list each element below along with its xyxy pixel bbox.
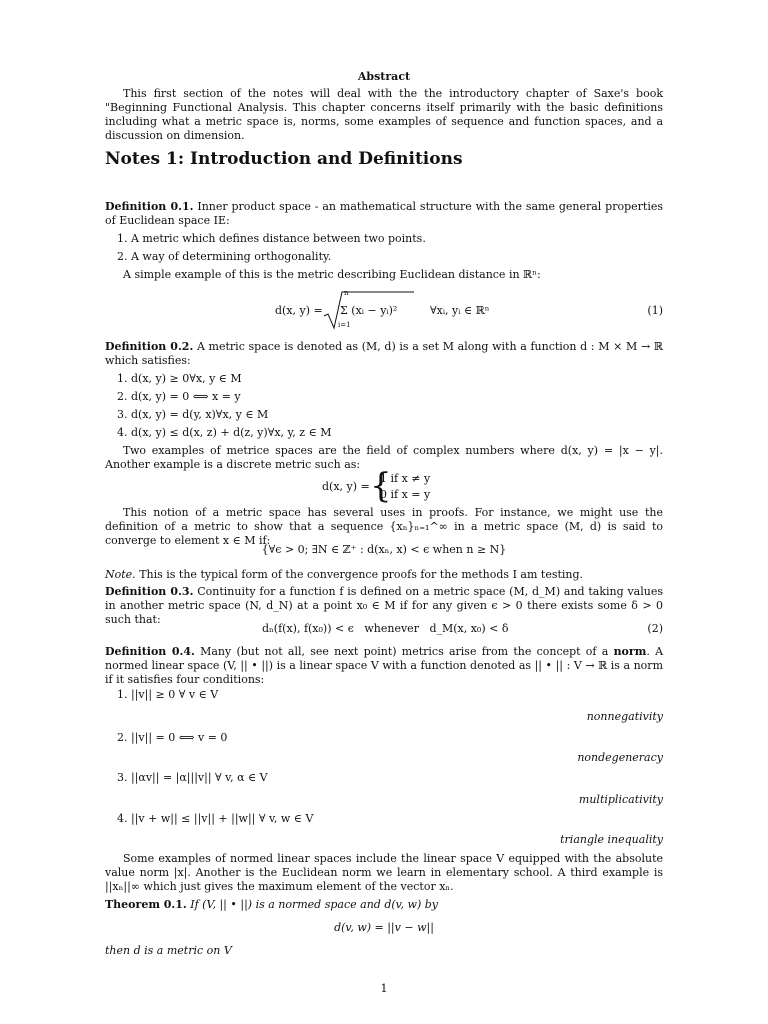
def02-item-1: 1. d(x, y) ≥ 0∀x, y ∈ M — [117, 372, 242, 385]
theorem-conclusion: then d is a metric on V — [105, 944, 232, 957]
theorem-0-1-text: If (V, || • ||) is a normed space and d(v, w) by — [190, 898, 439, 911]
def04-item-4: 4. ||v + w|| ≤ ||v|| + ||w|| ∀ v, w ∈ V — [117, 812, 314, 825]
note — [105, 568, 583, 582]
eq2-number: (2) — [647, 622, 663, 635]
definition-0-4-text-a: Many (but not all, see next point) metrics arise from the concept of a — [200, 645, 609, 658]
convergence-eq: {∀ϵ > 0; ∃N ∈ ℤ⁺ : d(xₙ, x) < ϵ when n ≥ N} — [261, 543, 507, 556]
definition-0-4-text-b: . A normed linear space (V, || • ||) is a linear space V with a function denoted as || • || : V → ℝ is a norm if it satisfies four conditions: — [105, 645, 664, 686]
tag-triangle-inequality: triangle inequality — [560, 833, 663, 846]
def02-para2: This notion of a metric space has several uses in proofs. For instance, we might use the definition of a metric to show that a sequence {xₙ}ₙ₌₁^∞ in a metric space (M, d) is said to converge to element x ∈ M if: — [105, 506, 663, 547]
abstract-body: This first section of the notes will deal with the the introductory chapter of Saxe's book "Beginning Functional Analysis. This chapter concerns itself primarily with the basic definitions including what a metric space is, norms, some examples of sequence and function spaces, and a discussion on dimension. — [105, 87, 663, 142]
eq1-number: (1) — [647, 304, 663, 317]
note-label: Note. — [105, 568, 136, 581]
brace-icon: { — [370, 466, 392, 506]
def02-item-3: 3. d(x, y) = d(y, x)∀x, y ∈ M — [117, 408, 269, 421]
def02-item-4: 4. d(x, y) ≤ d(x, z) + d(z, y)∀x, y, z ∈ M — [117, 426, 332, 439]
disc-lhs: d(x, y) = — [322, 480, 370, 493]
definition-0-2-text: A metric space is denoted as (M, d) is a set M along with a function d : M × M → ℝ which satisfies: — [105, 340, 664, 367]
disc-case-2: 0 if x = y — [380, 488, 431, 501]
def01-after: A simple example of this is the metric describing Euclidean distance in ℝⁿ: — [123, 268, 541, 281]
eq1-sum-bottom: i=1 — [338, 321, 351, 329]
definition-0-1-text: Inner product space - an mathematical structure with the same general properties of Euclidean space IE: — [105, 200, 664, 227]
definition-0-4-label: Definition 0.4. — [105, 645, 195, 658]
definition-0-2 — [105, 340, 663, 368]
page-number: 1 — [380, 982, 388, 995]
eq1-sum: Σ (xᵢ − yᵢ)² — [340, 304, 398, 317]
tag-nondegeneracy: nondegeneracy — [577, 751, 663, 764]
def04-item-2: 2. ||v|| = 0 ⟺ v = 0 — [117, 731, 228, 744]
def01-item-2: 2. A way of determining orthogonality. — [117, 250, 332, 263]
def04-item-1: 1. ||v|| ≥ 0 ∀ v ∈ V — [117, 688, 219, 701]
theorem-0-1-label: Theorem 0.1. — [105, 898, 187, 911]
definition-0-4-bold: norm — [613, 645, 647, 658]
disc-case-1: 1 if x ≠ y — [380, 472, 431, 485]
eq1-lhs: d(x, y) = — [275, 304, 323, 317]
tag-multiplicativity: multiplicativity — [578, 793, 663, 806]
definition-0-2-label: Definition 0.2. — [105, 340, 194, 353]
eq2: dₙ(f(x), f(x₀)) < ϵ whenever d_M(x, x₀) < δ — [262, 622, 509, 635]
tag-nonnegativity: nonnegativity — [586, 710, 663, 723]
def02-item-2: 2. d(x, y) = 0 ⟺ x = y — [117, 390, 241, 403]
def02-after: Two examples of metrice spaces are the field of complex numbers where d(x, y) = |x − y|. Another example is a discrete metric such as: — [105, 444, 663, 471]
definition-0-3 — [105, 585, 663, 627]
section-title: Notes 1: Introduction and Definitions — [105, 149, 463, 169]
definition-0-1-label: Definition 0.1. — [105, 200, 194, 213]
def04-after: Some examples of normed linear spaces include the linear space V equipped with the absolute value norm |x|. Another is the Euclidean norm we learn in elementary school. A third example is ||xₙ||∞ which just gives the maximum element of the vector xₙ. — [105, 852, 663, 893]
note-text: This is the typical form of the convergence proofs for the methods I am testing. — [139, 568, 584, 581]
definition-0-3-text: Continuity for a function f is defined on a metric space (M, d_M) and taking values in another metric space (N, d_N) at a point x₀ ∈ M if for any given ϵ > 0 there exists some δ > 0 such that: — [105, 585, 664, 626]
theorem-eq: d(v, w) = ||v − w|| — [334, 921, 434, 934]
definition-0-4 — [105, 645, 663, 687]
definition-0-1 — [105, 200, 663, 228]
theorem-0-1 — [105, 898, 438, 912]
def01-item-1: 1. A metric which defines distance between two points. — [117, 232, 426, 245]
def04-item-3: 3. ||αv|| = |α|||v|| ∀ v, α ∈ V — [117, 771, 268, 784]
eq1-right: ∀xᵢ, yᵢ ∈ ℝⁿ — [430, 304, 490, 317]
eq1-sum-top: n — [344, 289, 349, 297]
definition-0-3-label: Definition 0.3. — [105, 585, 194, 598]
abstract-heading: Abstract — [357, 70, 411, 83]
